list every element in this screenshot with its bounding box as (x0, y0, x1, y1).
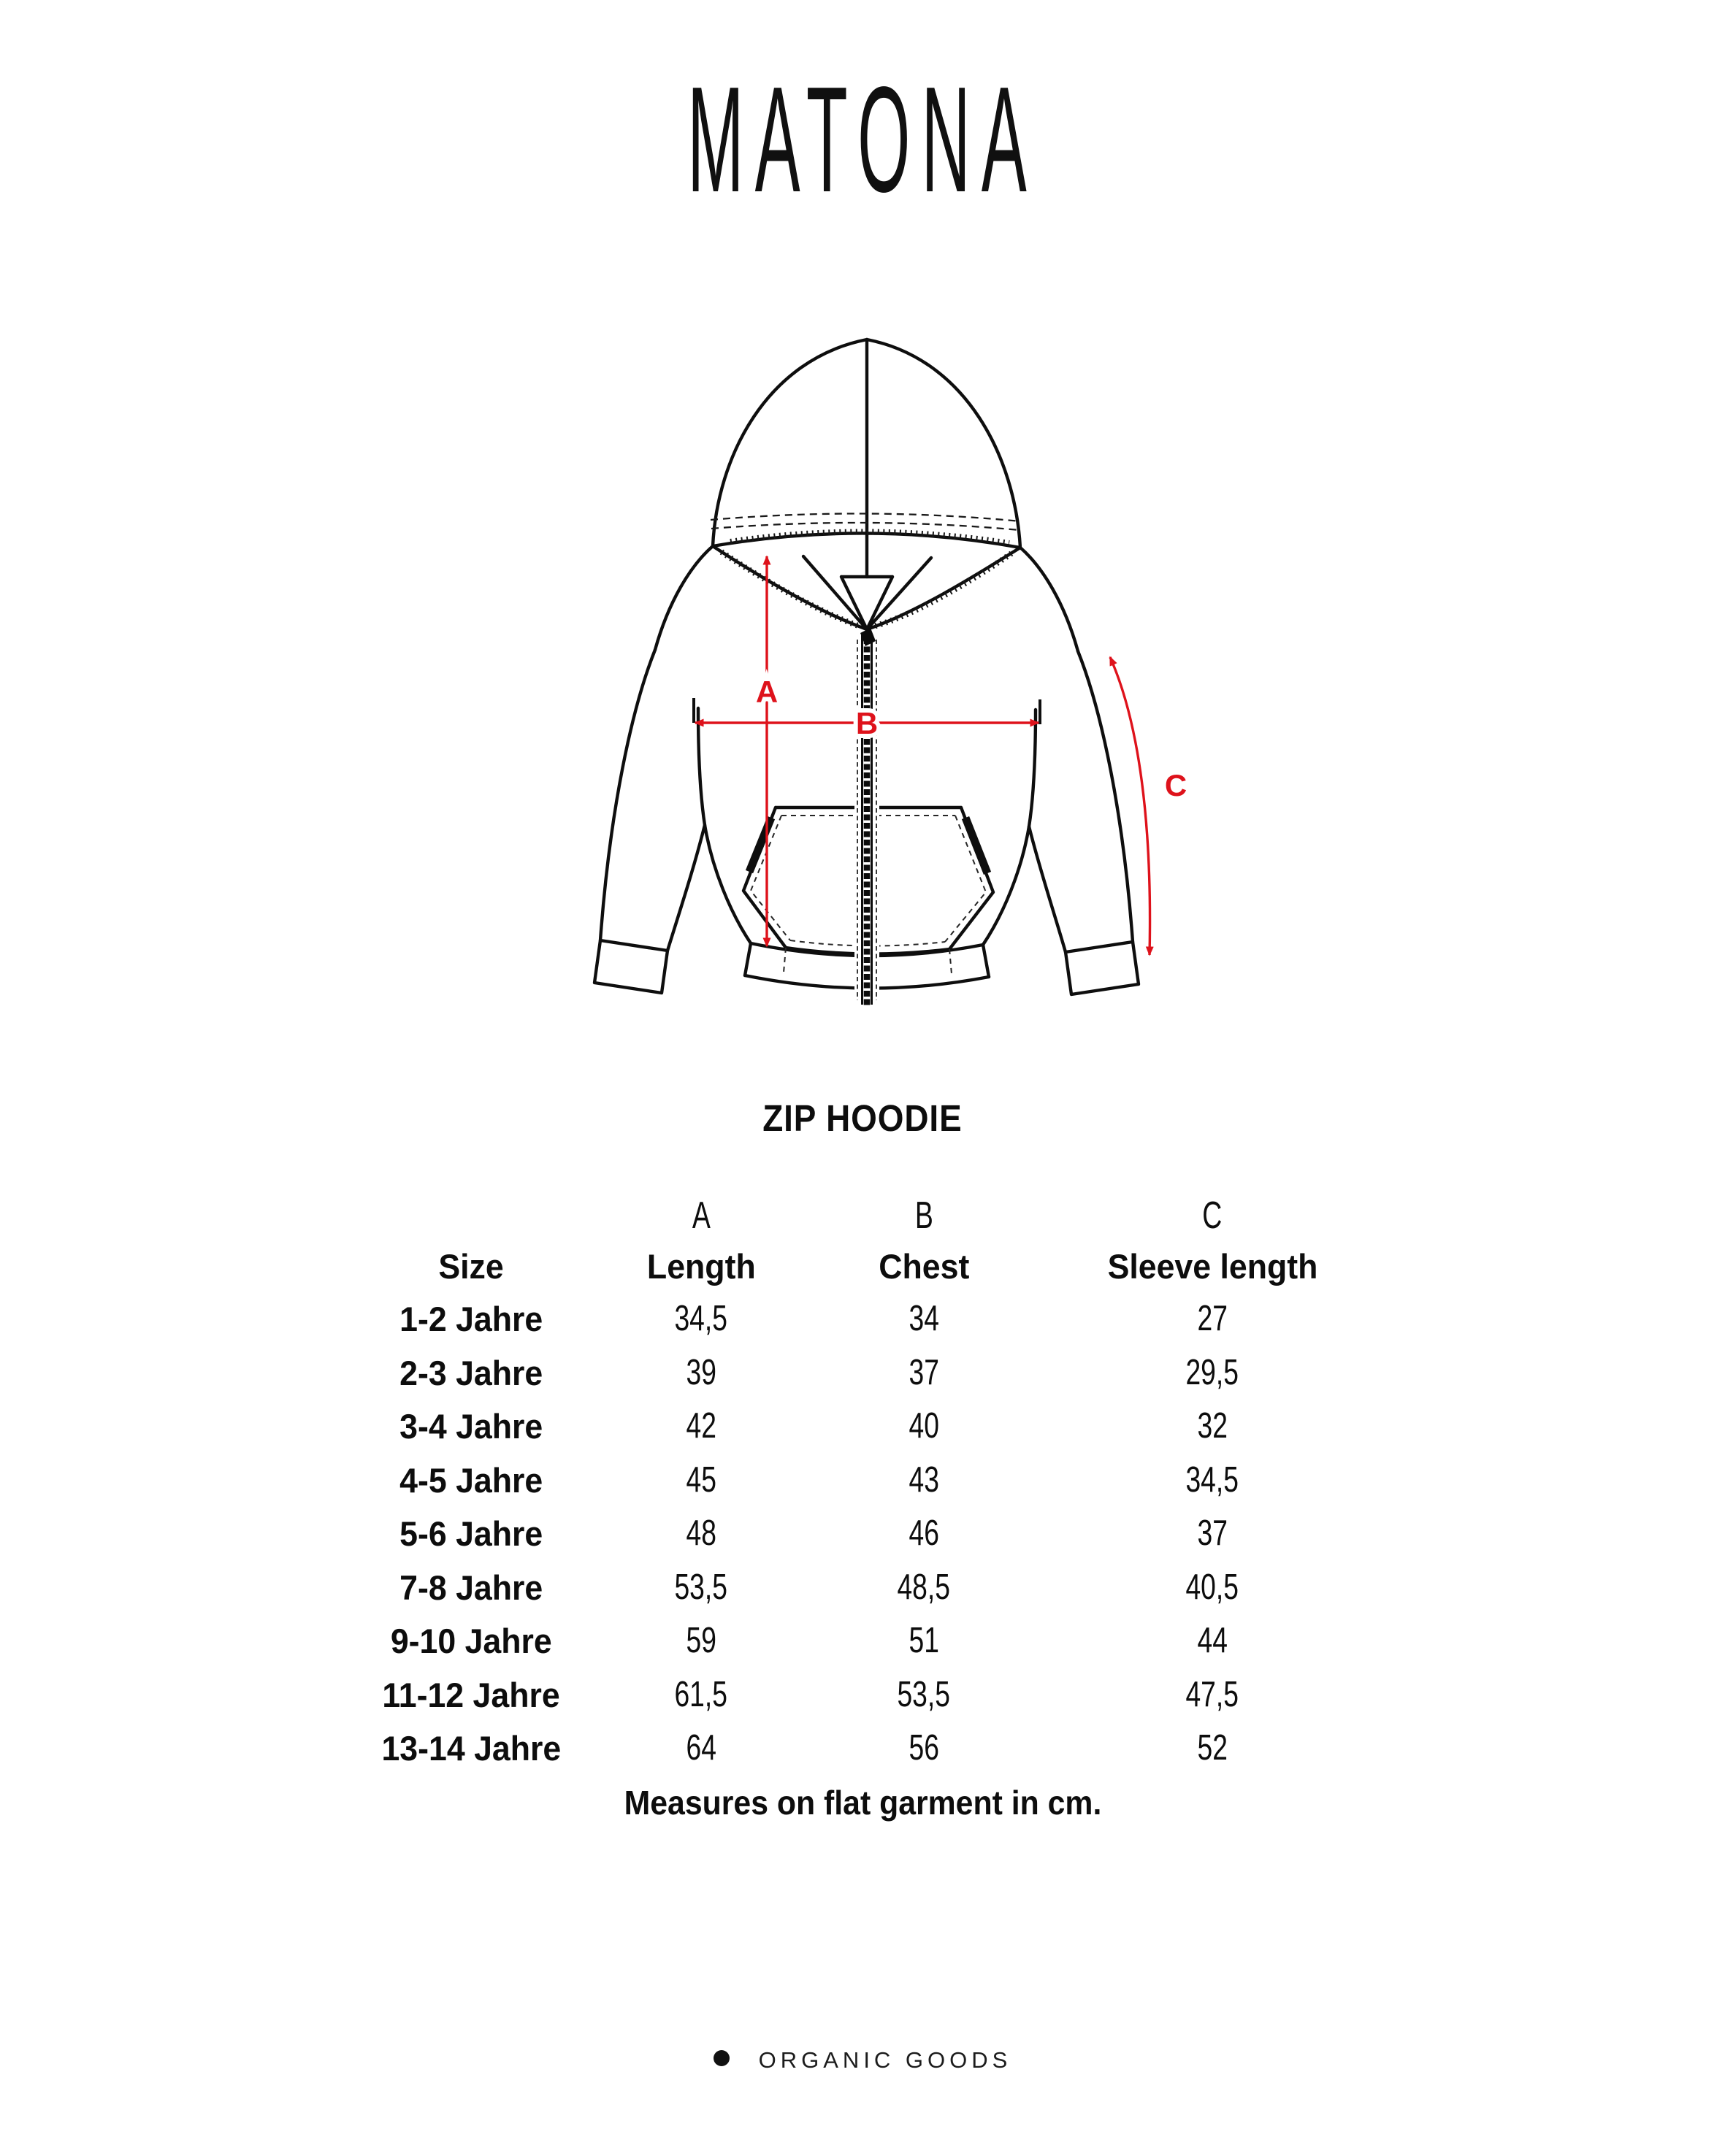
size-table (351, 1192, 1388, 1776)
measure-arrow-a (756, 556, 778, 946)
row-chest: 48,5 (897, 1567, 951, 1607)
row-size: 11-12 Jahre (382, 1675, 560, 1714)
table-letter-row (351, 1192, 1388, 1240)
row-size: 5-6 Jahre (399, 1514, 543, 1554)
col-letter-b: B (914, 1194, 933, 1237)
measures-note: Measures on flat garment in cm. (624, 1784, 1101, 1822)
row-size: 2-3 Jahre (399, 1353, 543, 1392)
cuff-right (1066, 942, 1139, 994)
row-sleeve: 37 (1197, 1514, 1228, 1554)
hoodie-technical-drawing (555, 314, 1212, 1044)
row-sleeve: 27 (1197, 1299, 1228, 1339)
row-sleeve: 52 (1197, 1728, 1228, 1768)
brand-logo (0, 55, 1725, 223)
row-size: 3-4 Jahre (399, 1407, 543, 1446)
measure-arrow-c (1110, 657, 1187, 955)
product-title: ZIP HOODIE (762, 1097, 963, 1139)
row-sleeve: 44 (1197, 1621, 1228, 1661)
row-sleeve: 34,5 (1185, 1459, 1239, 1500)
row-chest: 56 (909, 1728, 939, 1768)
row-length: 53,5 (674, 1567, 728, 1607)
table-row (351, 1292, 1388, 1346)
col-header-sleeve: Sleeve length (1107, 1246, 1317, 1286)
cuff-left (594, 940, 668, 993)
table-row (351, 1400, 1388, 1454)
table-header-row (351, 1240, 1388, 1292)
table-row (351, 1561, 1388, 1615)
row-length: 64 (686, 1728, 716, 1768)
row-size: 1-2 Jahre (399, 1300, 543, 1339)
row-chest: 51 (909, 1621, 939, 1661)
col-letter-c: C (1202, 1194, 1223, 1237)
measures-note-wrap (0, 1784, 1725, 1822)
zipper (854, 628, 879, 1008)
brand-logo-text: MATONA (687, 55, 1038, 223)
row-length: 34,5 (674, 1299, 728, 1339)
table-row (351, 1346, 1388, 1400)
table-row (351, 1722, 1388, 1776)
footer (0, 2049, 1725, 2071)
pocket-opening-bind-right (965, 818, 987, 873)
row-length: 39 (686, 1352, 716, 1392)
row-size: 4-5 Jahre (399, 1460, 543, 1500)
row-sleeve: 40,5 (1185, 1567, 1239, 1607)
row-length: 48 (686, 1514, 716, 1554)
row-chest: 40 (909, 1406, 939, 1446)
row-size: 9-10 Jahre (390, 1622, 552, 1661)
measure-label-a: A (755, 675, 779, 709)
measure-label-c: C (1164, 768, 1187, 802)
row-length: 45 (686, 1459, 716, 1500)
row-length: 59 (686, 1621, 716, 1661)
bullet-dot-icon (714, 2050, 730, 2066)
organic-goods-label: ORGANIC GOODS (758, 2047, 1012, 2073)
table-row (351, 1614, 1388, 1668)
row-chest: 43 (909, 1459, 939, 1500)
row-sleeve: 47,5 (1185, 1674, 1239, 1714)
row-chest: 46 (909, 1514, 939, 1554)
hood-outline (713, 339, 1020, 629)
table-row (351, 1454, 1388, 1508)
table-row (351, 1668, 1388, 1722)
col-header-size: Size (438, 1246, 504, 1286)
row-chest: 34 (909, 1299, 939, 1339)
row-chest: 37 (909, 1352, 939, 1392)
product-title-wrap (0, 1097, 1725, 1139)
row-size: 13-14 Jahre (381, 1729, 561, 1768)
col-header-length: Length (646, 1246, 756, 1286)
row-sleeve: 32 (1197, 1406, 1228, 1446)
row-size: 7-8 Jahre (399, 1568, 543, 1607)
row-sleeve: 29,5 (1185, 1352, 1239, 1392)
measure-label-b: B (855, 706, 879, 740)
row-length: 42 (686, 1406, 716, 1446)
table-row (351, 1507, 1388, 1561)
row-length: 61,5 (674, 1674, 728, 1714)
row-chest: 53,5 (897, 1674, 951, 1714)
col-header-chest: Chest (878, 1246, 970, 1286)
col-letter-a: A (692, 1194, 711, 1237)
